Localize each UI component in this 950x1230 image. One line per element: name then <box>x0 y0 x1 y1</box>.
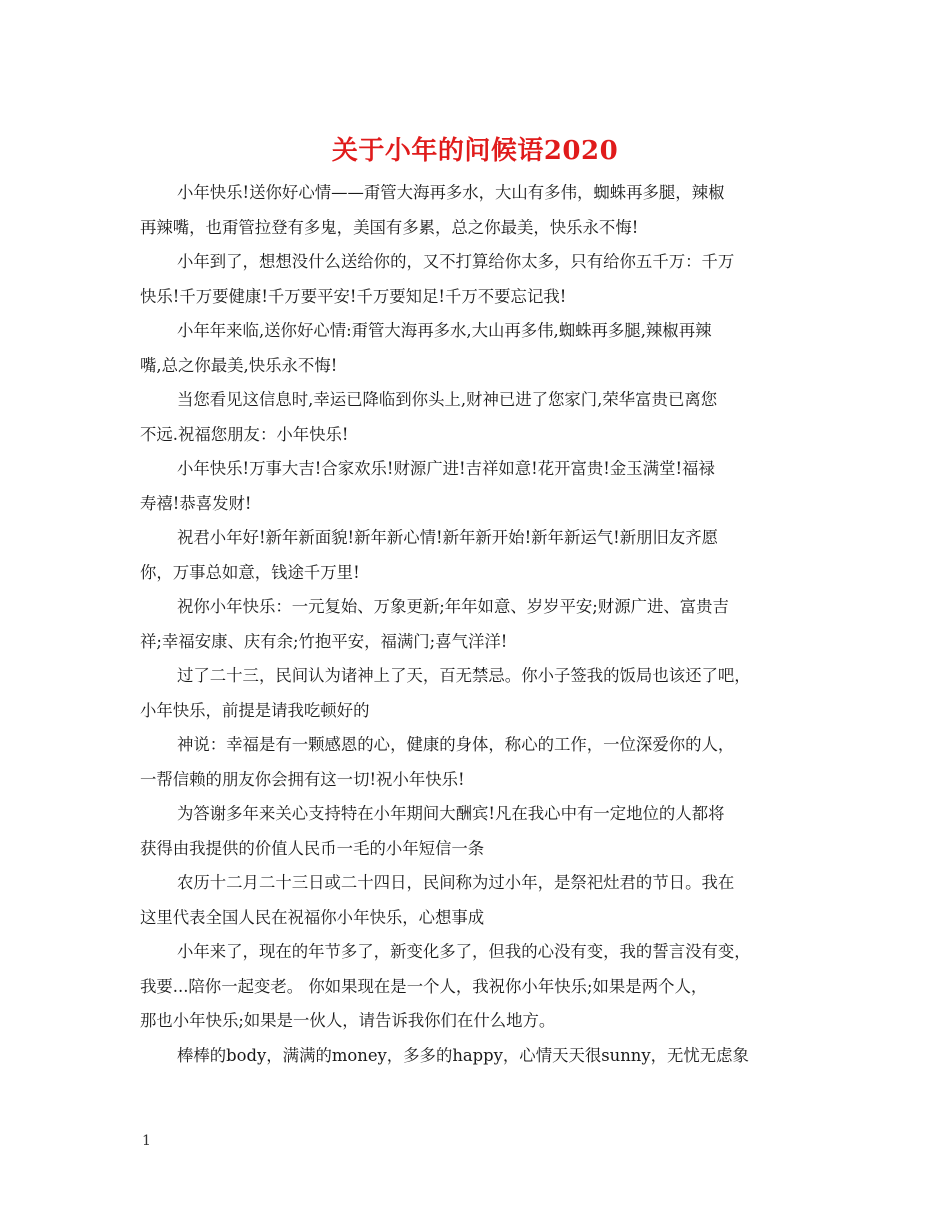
paragraph <box>140 728 812 797</box>
paragraph-line: 获得由我提供的价值人民币一毛的小年短信一条 <box>140 838 485 858</box>
paragraph-line: 农历十二月二十三日或二十四日，民间称为过小年，是祭祀灶君的节日。我在 <box>177 873 735 892</box>
paragraph-line: 棒棒的body，满满的money，多多的happy，心情天天很sunny，无忧无虑象 <box>177 1045 749 1065</box>
paragraph-line: 为答谢多年来关心支持特在小年期间大酬宾!凡在我心中有一定地位的人都将 <box>177 804 725 823</box>
paragraph-line: 祝你小年快乐：一元复始、万象更新;年年如意、岁岁平安;财源广进、富贵吉 <box>177 597 729 616</box>
paragraph <box>140 314 812 383</box>
paragraph-line: 再辣嘴，也甭管拉登有多鬼，美国有多累，总之你最美，快乐永不悔! <box>140 217 639 237</box>
paragraph-line: 当您看见这信息时,幸运已降临到你头上,财神已进了您家门,荣华富贵已离您 <box>177 390 718 409</box>
paragraph-line: 一帮信赖的朋友你会拥有这一切!祝小年快乐! <box>140 769 465 789</box>
paragraph-line: 小年快乐，前提是请我吃顿好的 <box>140 700 370 720</box>
paragraph-line: 我要...陪你一起变老。 你如果现在是一个人，我祝你小年快乐;如果是两个人， <box>140 976 708 996</box>
paragraph-line: 祝君小年好!新年新面貌!新年新心情!新年新开始!新年新运气!新朋旧友齐愿 <box>177 528 719 547</box>
paragraph <box>140 245 812 314</box>
paragraph <box>140 866 812 935</box>
paragraph-line: 嘴,总之你最美,快乐永不悔! <box>140 355 338 375</box>
paragraph-line: 这里代表全国人民在祝福你小年快乐，心想事成 <box>140 907 485 927</box>
page-number: 1 <box>142 1133 151 1149</box>
document-title: 关于小年的问候语2020 <box>331 136 619 166</box>
paragraph <box>140 521 812 590</box>
paragraph <box>140 176 812 245</box>
paragraph <box>140 383 812 452</box>
paragraph <box>140 590 812 659</box>
paragraph <box>140 452 812 521</box>
paragraph-line: 小年到了，想想没什么送给你的，又不打算给你太多，只有给你五千万：千万 <box>177 252 735 271</box>
paragraph-line: 祥;幸福安康、庆有余;竹抱平安，福满门;喜气洋洋! <box>140 631 508 651</box>
paragraph-line: 不远.祝福您朋友：小年快乐! <box>140 424 349 444</box>
paragraph-line: 快乐!千万要健康!千万要平安!千万要知足!千万不要忘记我! <box>140 286 567 306</box>
paragraph-line: 过了二十三，民间认为诸神上了天，百无禁忌。你小子签我的饭局也该还了吧， <box>177 666 751 685</box>
paragraph <box>140 659 812 728</box>
paragraph <box>140 1039 812 1074</box>
paragraph <box>140 797 812 866</box>
paragraph-line: 神说：幸福是有一颗感恩的心，健康的身体，称心的工作，一位深爱你的人， <box>177 735 735 754</box>
paragraph-line: 小年来了，现在的年节多了，新变化多了，但我的心没有变，我的誓言没有变， <box>177 942 751 961</box>
paragraph <box>140 935 812 1039</box>
paragraph-line: 小年快乐!万事大吉!合家欢乐!财源广进!吉祥如意!花开富贵!金玉满堂!福禄 <box>177 459 715 478</box>
document-body <box>140 176 812 1073</box>
paragraph-line: 你，万事总如意，钱途千万里! <box>140 562 360 582</box>
paragraph-line: 那也小年快乐;如果是一伙人，请告诉我你们在什么地方。 <box>140 1011 556 1030</box>
paragraph-line: 小年年来临,送你好心情:甭管大海再多水,大山再多伟,蜘蛛再多腿,辣椒再辣 <box>177 321 712 340</box>
paragraph-line: 小年快乐!送你好心情——甭管大海再多水，大山有多伟，蜘蛛再多腿，辣椒 <box>177 183 725 202</box>
paragraph-line: 寿禧!恭喜发财! <box>140 493 252 513</box>
